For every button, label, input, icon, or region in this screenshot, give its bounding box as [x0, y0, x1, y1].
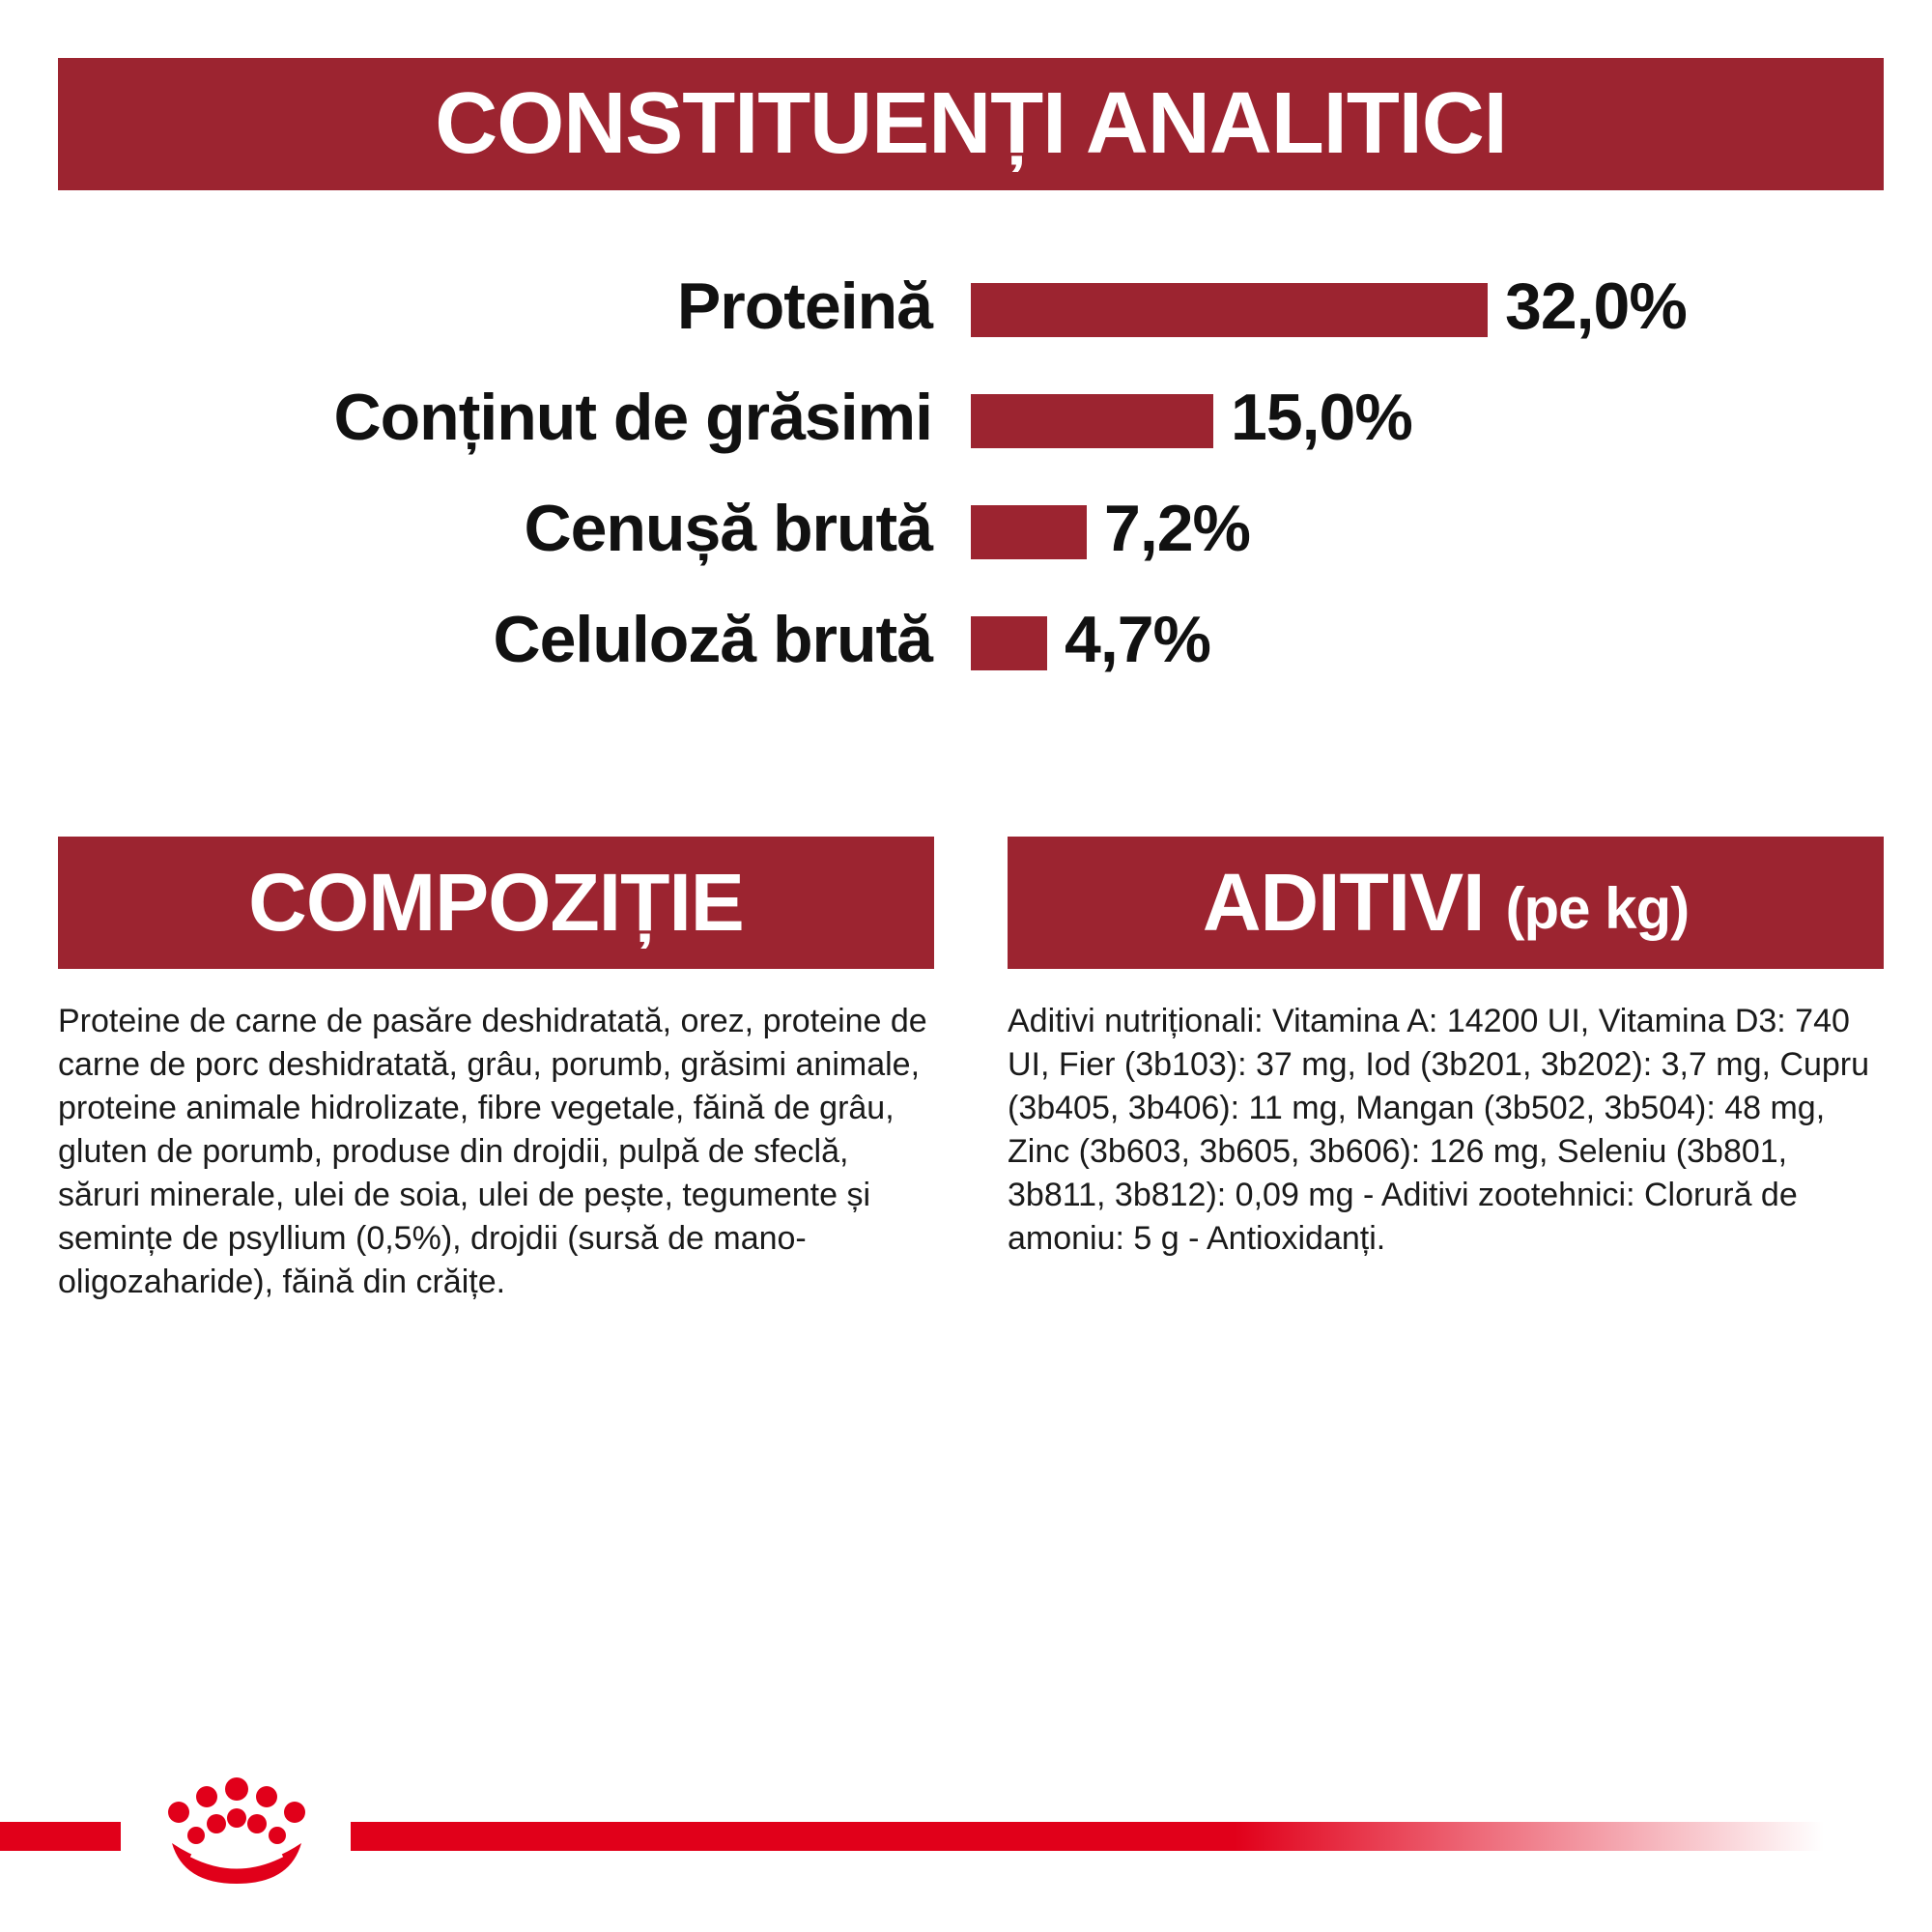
- bar: [971, 283, 1488, 337]
- composition-text: Proteine de carne de pasăre deshidratată, orez, proteine de carne de porc deshidratată, grâu, porumb, grăsimi animale, proteine animale hidrolizate, fibre vegetale, făină de grâu, gluten de porumb, produse din drojdii, pulpă de sfeclă, săruri minerale, ulei de soia, ulei de pește, tegumente și semințe de psyllium (0,5%), drojdii (sursă de mano-oligozaharide), făină din crăițe.: [58, 1003, 927, 1300]
- value-label: 32,0%: [1505, 270, 1687, 343]
- composition-title: COMPOZIȚIE: [248, 857, 744, 948]
- analytics-title-banner: [58, 58, 1884, 190]
- crown-logo-icon: [135, 1776, 338, 1891]
- additives-subtitle: (pe kg): [1505, 876, 1690, 941]
- value-label: 4,7%: [1065, 603, 1210, 676]
- analytics-title: CONSTITUENȚI ANALITICI: [435, 75, 1507, 172]
- bar: [971, 505, 1087, 559]
- category-label: Conținut de grăsimi: [333, 381, 932, 454]
- additives-title-banner: [1008, 837, 1884, 969]
- composition-title-banner: [58, 837, 934, 969]
- footer-stripe-left: [0, 1822, 121, 1851]
- additives-text: Aditivi nutriționali: Vitamina A: 14200 UI, Vitamina D3: 740 UI, Fier (3b103): 37 mg, Iod (3b201, 3b202): 3,7 mg, Cupru (3b405, 3b406): 11 mg, Mangan (3b502, 3b504): 48 mg, Zinc (3b603, 3b605, 3b606): 126 mg, Seleniu (3b801, 3b811, 3b812): 0,09 mg - Aditivi zootehnici: Clorură de amoniu: 5 g - Antioxidanți.: [1008, 1003, 1870, 1257]
- category-label: Celuloză brută: [493, 603, 932, 676]
- additives-title: ADITIVI: [1202, 857, 1485, 948]
- bar: [971, 394, 1213, 448]
- category-label: Proteină: [676, 270, 932, 343]
- analytic-constituents-chart: [0, 261, 1932, 705]
- footer-brand-stripe: [0, 1758, 1932, 1932]
- value-label: 7,2%: [1104, 492, 1250, 565]
- bar: [971, 616, 1047, 670]
- category-label: Cenușă brută: [524, 492, 932, 565]
- footer-stripe-right: [351, 1822, 1824, 1851]
- value-label: 15,0%: [1231, 381, 1412, 454]
